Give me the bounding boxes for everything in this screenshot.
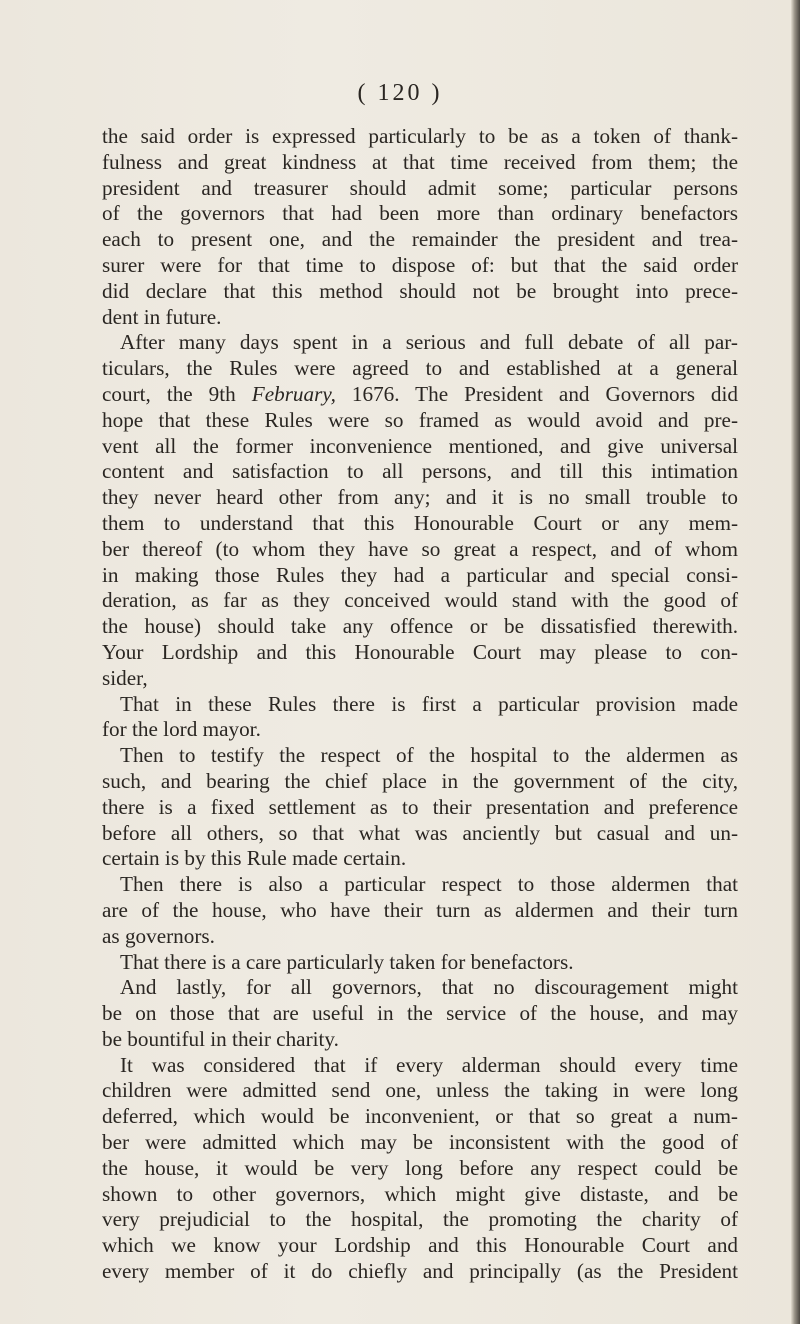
text-line: there is a fixed settlement as to their presentation and preference <box>102 794 738 819</box>
text-line: certain is by this Rule made certain. <box>102 846 407 871</box>
text-line: every member of it do chiefly and principally (as the President <box>102 1259 738 1284</box>
italic-segment: February, <box>251 381 336 406</box>
page-edge-shadow <box>791 0 800 1324</box>
text-line: very prejudicial to the hospital, the promoting the charity of <box>102 1207 738 1232</box>
text-line: for the lord mayor. <box>102 717 261 742</box>
text-line: children were admitted send one, unless the taking in were long <box>102 1078 738 1103</box>
text-line: surer were for that time to dispose of: but that the said order <box>102 252 738 277</box>
text-line: Your Lordship and this Honourable Court may please to con- <box>102 639 738 664</box>
text-line: did declare that this method should not be brought into prece- <box>102 278 738 303</box>
text-line: content and satisfaction to all persons, and till this intimation <box>102 459 738 484</box>
text-line: as governors. <box>102 923 215 948</box>
text-line: of the governors that had been more than ordinary benefactors <box>102 201 738 226</box>
text-line: such, and bearing the chief place in the government of the city, <box>102 768 738 793</box>
text-line: It was considered that if every alderman should every time <box>120 1052 738 1077</box>
text-line: them to understand that this Honourable Court or any mem- <box>102 510 738 535</box>
text-line: be on those that are useful in the service of the house, and may <box>102 1001 738 1026</box>
text-line: before all others, so that what was anciently but casual and un- <box>102 820 738 845</box>
text-line: in making those Rules they had a particular and special consi- <box>102 562 738 587</box>
text-line: sider, <box>102 665 148 690</box>
text-line: president and treasurer should admit some; particular persons <box>102 175 738 200</box>
text-line <box>102 382 738 408</box>
text-line: ber thereof (to whom they have so great a respect, and of whom <box>102 536 738 561</box>
text-line: Then there is also a particular respect to those aldermen that <box>120 872 738 897</box>
text-line: And lastly, for all governors, that no discouragement might <box>120 975 738 1000</box>
text-line: the house) should take any offence or be dissatisfied therewith. <box>102 614 738 639</box>
text-line: they never heard other from any; and it is no small trouble to <box>102 485 738 510</box>
text-segment: court, the 9th <box>102 381 252 406</box>
text-line: ticulars, the Rules were agreed to and established at a general <box>102 356 738 381</box>
text-line: vent all the former inconvenience mentioned, and give universal <box>102 433 738 458</box>
text-line: the house, it would be very long before any respect could be <box>102 1155 738 1180</box>
text-line: each to present one, and the remainder the president and trea- <box>102 227 738 252</box>
text-line: are of the house, who have their turn as aldermen and their turn <box>102 897 738 922</box>
text-line: deferred, which would be inconvenient, or that so great a num- <box>102 1104 738 1129</box>
text-line: deration, as far as they conceived would stand with the good of <box>102 588 738 613</box>
text-line: fulness and great kindness at that time received from them; the <box>102 149 738 174</box>
text-line: the said order is expressed particularly to be as a token of thank- <box>102 124 738 148</box>
page-number: ( 120 ) <box>357 80 443 106</box>
text-line: That there is a care particularly taken for benefactors. <box>120 949 574 974</box>
text-line: dent in future. <box>102 304 222 329</box>
body-text <box>102 124 738 1285</box>
text-line: After many days spent in a serious and full debate of all par- <box>120 330 738 355</box>
text-line: That in these Rules there is first a particular provision made <box>120 691 738 716</box>
text-line: be bountiful in their charity. <box>102 1026 339 1051</box>
text-line: Then to testify the respect of the hospital to the aldermen as <box>120 743 738 768</box>
text-segment: 1676. The President and Governors did <box>335 381 738 406</box>
text-line: shown to other governors, which might give distaste, and be <box>102 1181 738 1206</box>
text-line: which we know your Lordship and this Honourable Court and <box>102 1233 738 1258</box>
text-line: ber were admitted which may be inconsistent with the good of <box>102 1130 738 1155</box>
text-line: hope that these Rules were so framed as would avoid and pre- <box>102 407 738 432</box>
